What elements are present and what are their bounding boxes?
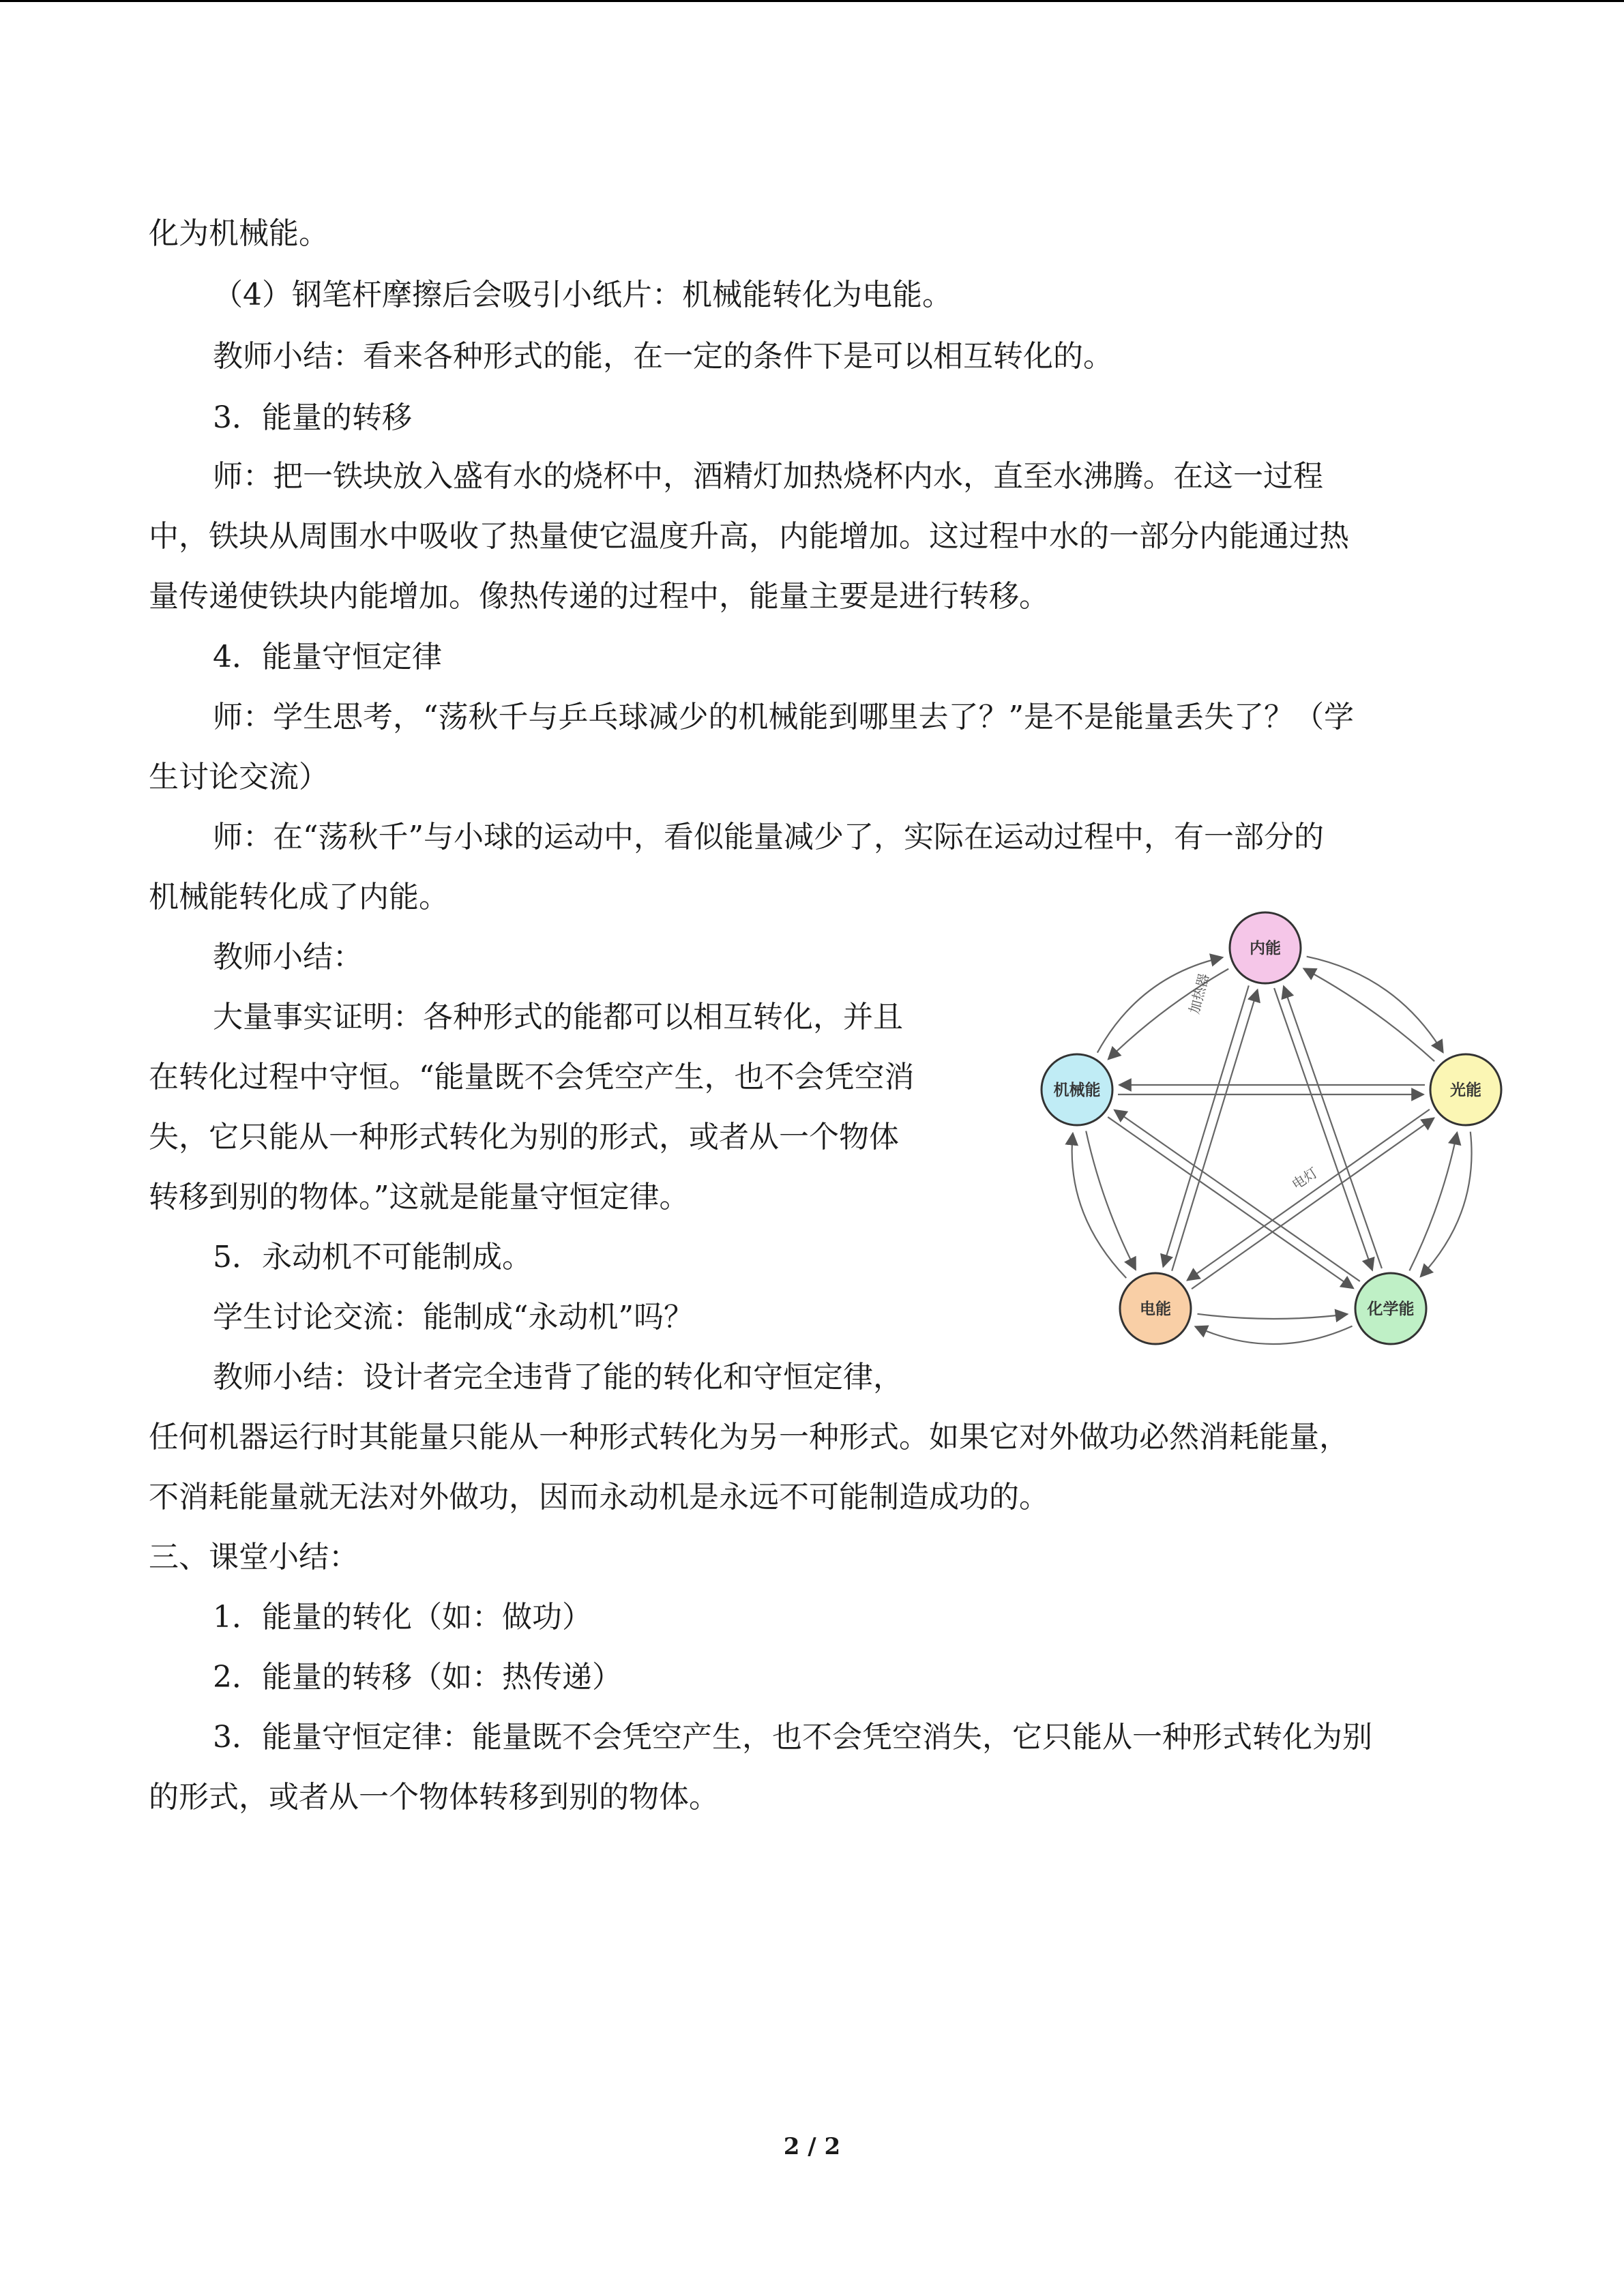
- outer-arrow: [1307, 957, 1443, 1053]
- node-label: 光能: [1450, 1082, 1481, 1099]
- inner-arrow: [1409, 1133, 1457, 1271]
- text-line: 转移到别的物体。”这就是能量守恒定律。: [149, 1180, 690, 1214]
- cross-arrow: [1284, 986, 1382, 1268]
- heading-perpetual-motion: 5．永动机不可能制成。: [213, 1240, 532, 1274]
- cross-arrow: [1187, 1109, 1430, 1281]
- cross-arrow: [1172, 989, 1257, 1270]
- text-line: 中，铁块从周围水中吸收了热量使它温度升高，内能增加。这过程中水的一部分内能通过热: [149, 519, 1349, 554]
- text-line: 教师小结：: [213, 940, 363, 974]
- cross-arrow: [1163, 985, 1248, 1266]
- cross-arrow: [1108, 1117, 1353, 1288]
- text-line: 失，它只能从一种形式转化为别的形式，或者从一个物体: [149, 1120, 899, 1154]
- node-light-energy: [1430, 1054, 1501, 1125]
- text-line: 大量事实证明：各种形式的能都可以相互转化，并且: [213, 1000, 903, 1034]
- inner-arrow: [1086, 1131, 1136, 1270]
- node-label: 内能: [1250, 940, 1281, 957]
- text-line: 的形式，或者从一个物体转移到别的物体。: [149, 1780, 719, 1815]
- node-mechanical-energy: [1042, 1054, 1112, 1125]
- arrow-label-heater: 加热器: [1185, 972, 1213, 1016]
- text-line: 1．能量的转化（如：做功）: [213, 1600, 592, 1635]
- inner-arrow: [1198, 1314, 1348, 1319]
- text-line: 量传递使铁块内能增加。像热传递的过程中，能量主要是进行转移。: [149, 579, 1049, 614]
- text-line: 教师小结：看来各种形式的能，在一定的条件下是可以相互转化的。: [213, 339, 1113, 374]
- node-label: 化学能: [1367, 1300, 1415, 1318]
- arrow-label-lamp: 电灯: [1288, 1164, 1321, 1193]
- text-line: （4）钢笔杆摩擦后会吸引小纸片：机械能转化为电能。: [213, 278, 952, 312]
- text-line: 机械能转化成了内能。: [149, 880, 449, 914]
- text-line: 教师小结：设计者完全违背了能的转化和守恒定律，: [213, 1360, 903, 1395]
- outer-arrow: [1195, 1326, 1352, 1344]
- node-electric-energy: [1120, 1273, 1191, 1344]
- text-line: 任何机器运行时其能量只能从一种形式转化为另一种形式。如果它对外做功必然消耗能量，: [149, 1420, 1349, 1455]
- heading-energy-transfer: 3．能量的转移: [213, 400, 412, 435]
- text-line: 在转化过程中守恒。“能量既不会凭空产生，也不会凭空消: [149, 1060, 915, 1094]
- outer-arrow: [1421, 1132, 1472, 1277]
- energy-conversion-diagram: [1027, 899, 1519, 1362]
- node-chemical-energy: [1355, 1273, 1426, 1344]
- text-line: 化为机械能。: [149, 216, 329, 251]
- text-line: 2．能量的转移（如：热传递）: [213, 1660, 622, 1695]
- text-line: 师：在“荡秋千”与小球的运动中，看似能量减少了，实际在运动过程中，有一部分的: [213, 820, 1324, 854]
- text-line: 师：学生思考，“荡秋千与乒乓球减少的机械能到哪里去了？”是不是能量丢失了？（学: [213, 700, 1354, 734]
- cross-arrow: [1274, 988, 1372, 1270]
- node-label: 电能: [1140, 1300, 1171, 1318]
- heading-conservation-law: 4．能量守恒定律: [213, 640, 442, 674]
- cross-arrow: [1192, 1118, 1434, 1289]
- text-line: 学生讨论交流：能制成“永动机”吗？: [213, 1300, 694, 1335]
- node-internal-energy: [1230, 912, 1301, 983]
- text-line: 不消耗能量就无法对外做功，因而永动机是永远不可能制造成功的。: [149, 1480, 1049, 1515]
- node-label: 机械能: [1053, 1082, 1101, 1099]
- text-line: 师：把一铁块放入盛有水的烧杯中，酒精灯加热烧杯内水，直至水沸腾。在这一过程: [213, 459, 1323, 494]
- heading-class-summary: 三、课堂小结：: [149, 1540, 359, 1575]
- text-line: 生讨论交流）: [149, 760, 329, 794]
- text-line: 3．能量守恒定律：能量既不会凭空产生，也不会凭空消失，它只能从一种形式转化为别: [213, 1720, 1372, 1755]
- top-border: [0, 0, 1624, 2]
- outer-arrow: [1072, 1133, 1127, 1278]
- page-number: 2 / 2: [783, 2133, 841, 2160]
